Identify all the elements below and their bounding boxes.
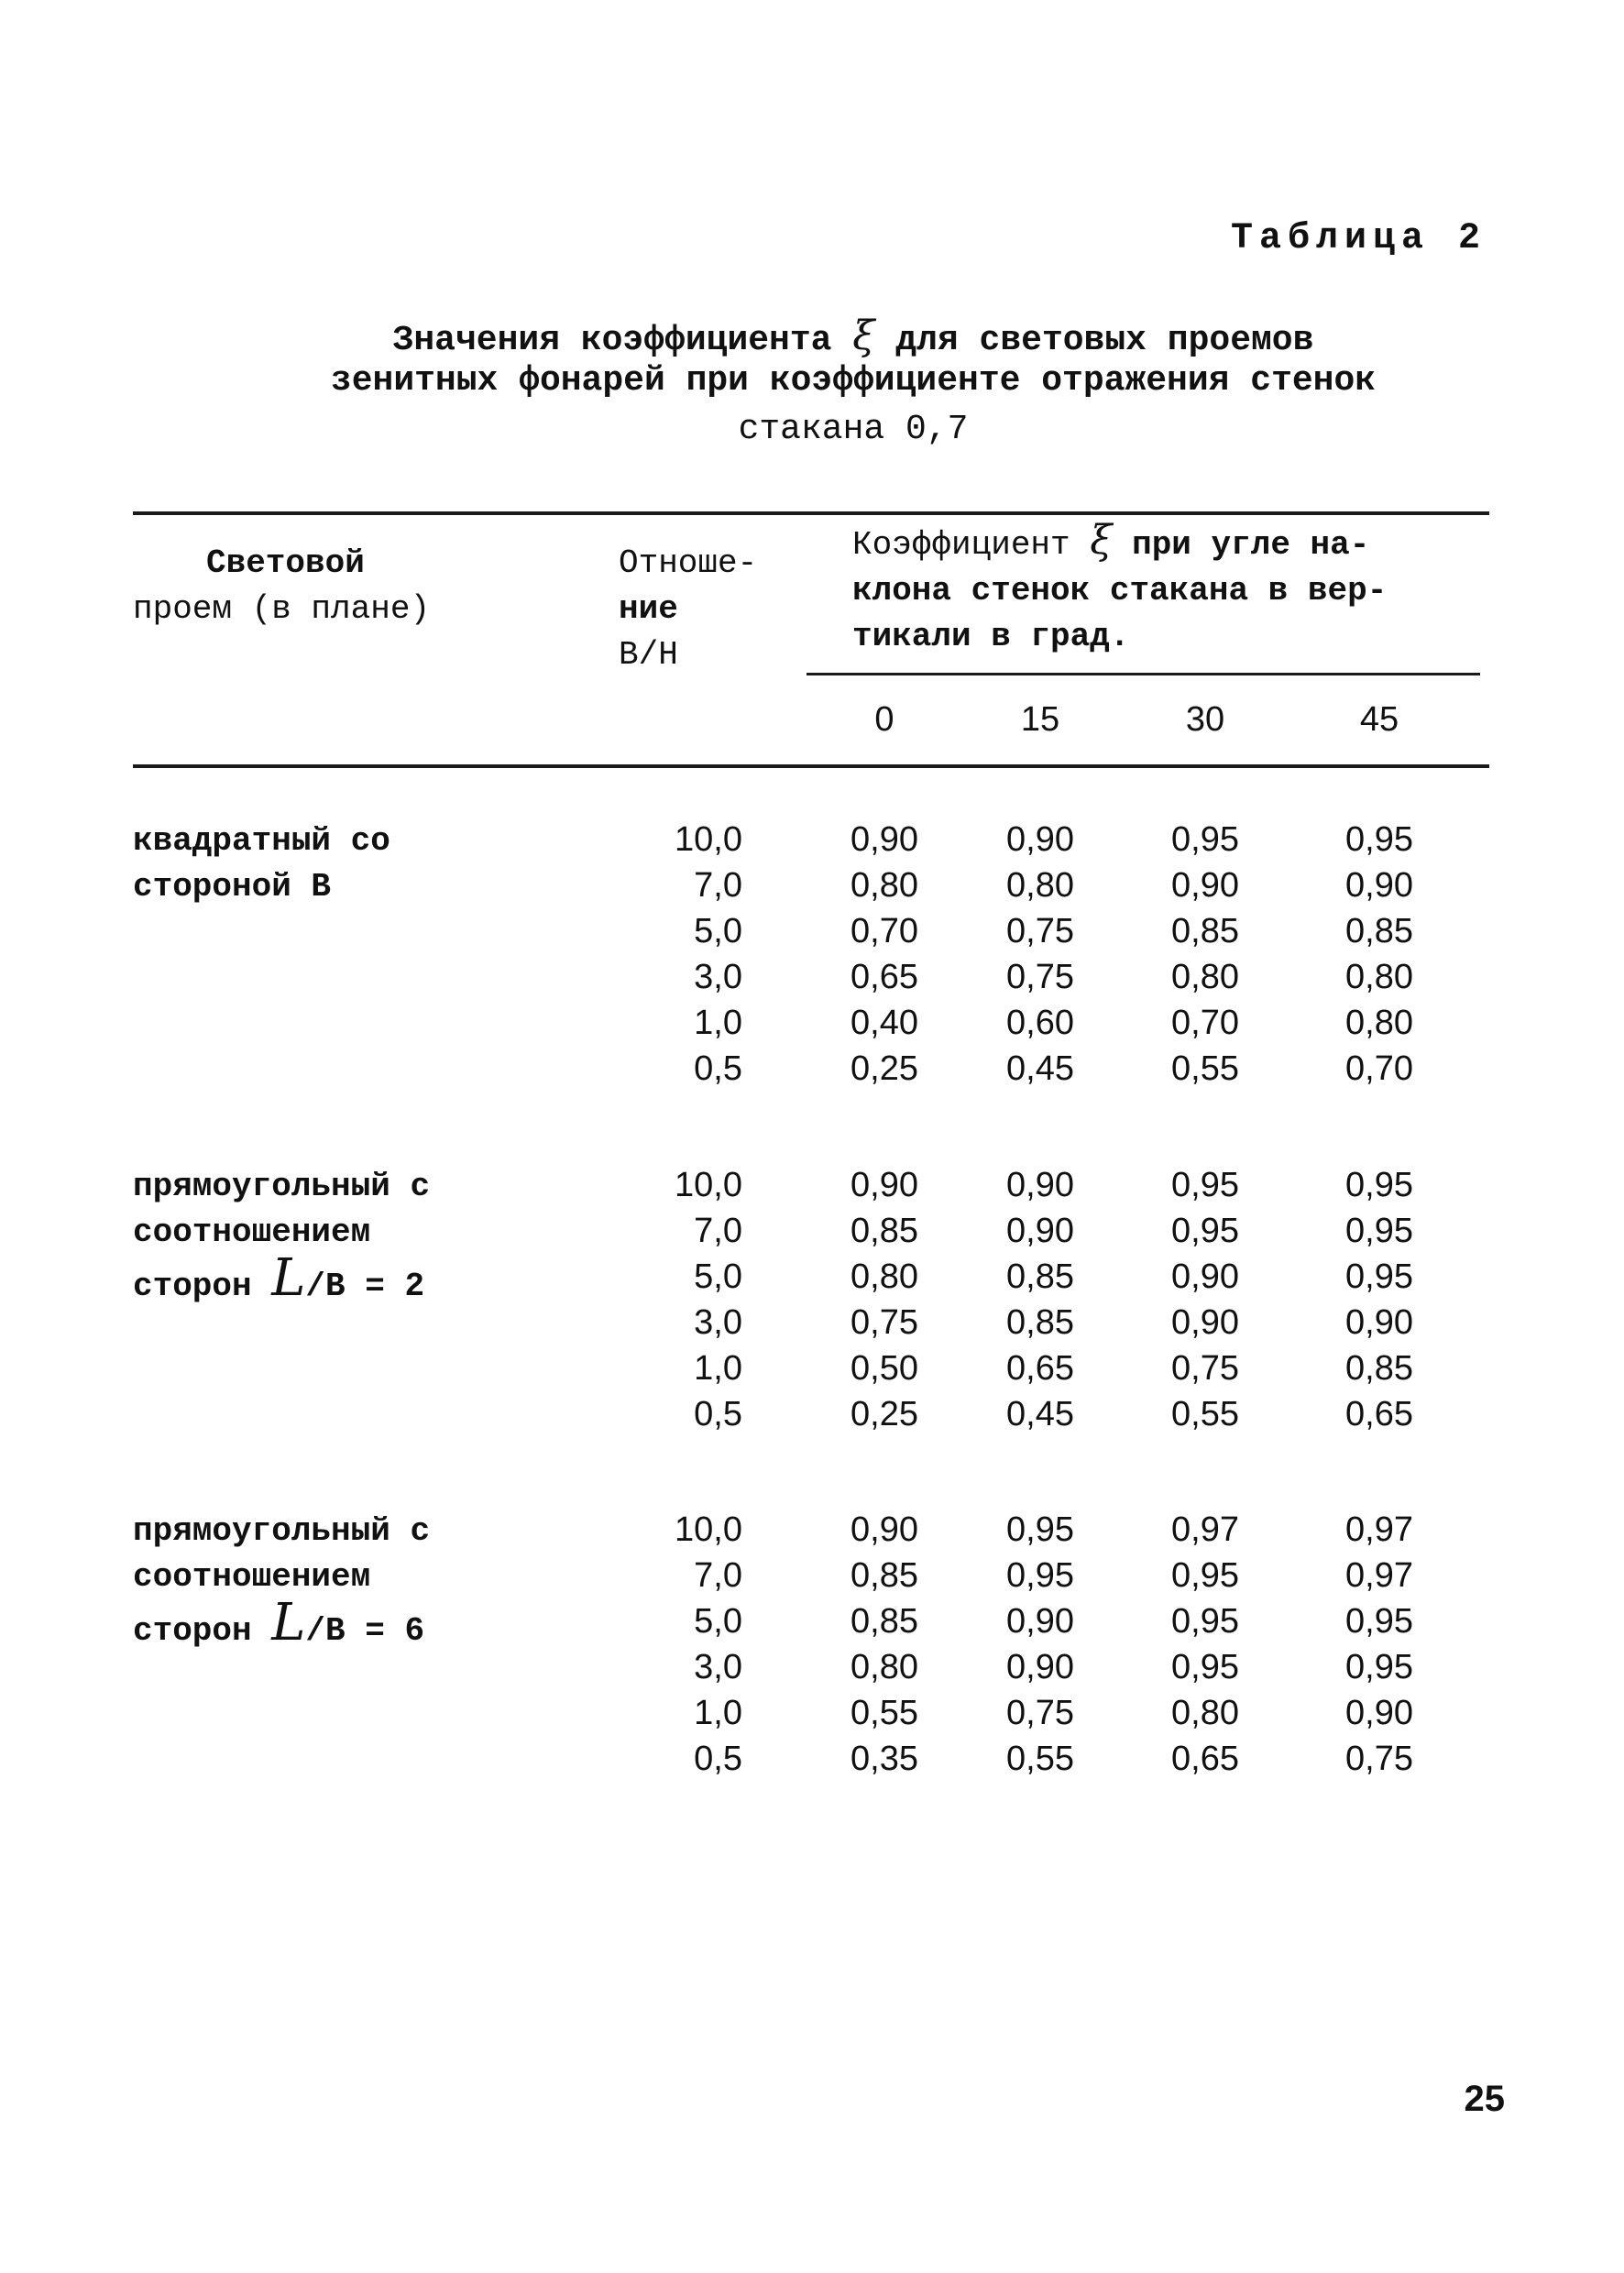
xi-symbol: ξ — [1090, 517, 1113, 564]
table-number-label: Таблица 2 — [1230, 218, 1487, 259]
column-header-coefficient — [852, 518, 1387, 660]
coefficient-cell: 0,65 — [1345, 1395, 1413, 1433]
coefficient-cell: 0,70 — [1171, 1004, 1239, 1042]
ratio-cell: 3,0 — [694, 1648, 742, 1686]
table-caption-line-2: зенитных фонарей при коэффициенте отражения стенок — [330, 361, 1377, 401]
coefficient-cell: 0,95 — [1345, 820, 1413, 859]
opening-label-line-2: стороной В — [133, 868, 332, 906]
coefficient-cell: 0,95 — [1171, 1602, 1239, 1641]
coefficient-cell: 0,90 — [1345, 866, 1413, 905]
coefficient-cell: 0,90 — [1345, 1694, 1413, 1732]
header-coef-line-2: клона стенок стакана в вер- — [852, 572, 1388, 609]
coefficient-cell: 0,75 — [1006, 958, 1074, 996]
length-symbol: L — [271, 1593, 306, 1653]
angle-header-15: 15 — [1020, 700, 1060, 739]
coefficient-cell: 0,70 — [1345, 1049, 1413, 1088]
coefficient-cell: 0,90 — [1006, 1602, 1074, 1641]
ratio-cell: 3,0 — [694, 1303, 742, 1342]
coefficient-cell: 0,95 — [1345, 1602, 1413, 1641]
coefficient-cell: 0,80 — [1006, 866, 1074, 905]
coefficient-cell: 0,95 — [1171, 1556, 1239, 1595]
ratio-cell: 7,0 — [694, 1556, 742, 1595]
opening-label-line-3 — [133, 1248, 430, 1310]
coefficient-cell: 0,85 — [850, 1556, 918, 1595]
ratio-cell: 3,0 — [694, 958, 742, 996]
caption-text: Значения коэффициента — [392, 321, 832, 360]
coefficient-cell: 0,80 — [1345, 958, 1413, 996]
angle-header-30: 30 — [1185, 700, 1225, 739]
coefficient-cell: 0,90 — [850, 820, 918, 859]
coefficient-cell: 0,45 — [1006, 1395, 1074, 1433]
coefficient-cell: 0,40 — [850, 1004, 918, 1042]
coefficient-cell: 0,95 — [1345, 1257, 1413, 1296]
opening-label-text: сторон — [133, 1268, 252, 1305]
opening-label-line-1: прямоугольный с — [133, 1168, 431, 1205]
opening-label-text: /В = 6 — [305, 1612, 425, 1650]
coefficient-cell: 0,80 — [850, 866, 918, 905]
coefficient-cell: 0,90 — [1171, 1257, 1239, 1296]
angle-header-45: 45 — [1359, 700, 1399, 739]
header-coef-line-1 — [852, 518, 1387, 568]
ratio-cell: 5,0 — [694, 1602, 742, 1641]
table-caption-line-3: стакана 0,7 — [738, 410, 969, 449]
coefficient-cell: 0,95 — [1171, 1166, 1239, 1204]
ratio-cell: 10,0 — [675, 1510, 742, 1549]
opening-type-label — [133, 818, 390, 910]
opening-label-text: /В = 2 — [305, 1268, 425, 1305]
header-ratio-line-3: B/H — [619, 636, 678, 674]
opening-type-label — [133, 1164, 430, 1310]
coefficient-cell: 0,85 — [850, 1212, 918, 1250]
table-caption-line-1 — [0, 313, 1624, 360]
opening-label-line-1: квадратный со — [133, 822, 390, 860]
coefficient-cell: 0,65 — [1171, 1740, 1239, 1778]
caption-text: для световых проемов — [895, 321, 1314, 360]
header-opening-line-2: проем (в плане) — [133, 590, 431, 628]
coefficient-cell: 0,85 — [1006, 1303, 1074, 1342]
column-header-opening — [133, 541, 527, 632]
header-coef-text: при угле на- — [1132, 526, 1370, 564]
ratio-cell: 5,0 — [694, 912, 742, 950]
column-header-ratio — [619, 541, 757, 678]
coefficient-cell: 0,65 — [850, 958, 918, 996]
xi-symbol: ξ — [852, 313, 875, 359]
coefficient-cell: 0,90 — [1006, 1166, 1074, 1204]
coefficient-cell: 0,45 — [1006, 1049, 1074, 1088]
header-opening-line-1: Световой — [206, 544, 365, 582]
coefficient-cell: 0,50 — [850, 1349, 918, 1388]
coefficient-cell: 0,90 — [1171, 1303, 1239, 1342]
ratio-cell: 10,0 — [675, 1166, 742, 1204]
opening-label-line-1: прямоугольный с — [133, 1512, 431, 1550]
coefficient-cell: 0,55 — [1171, 1049, 1239, 1088]
coefficient-cell: 0,80 — [1345, 1004, 1413, 1042]
coefficient-cell: 0,97 — [1171, 1510, 1239, 1549]
coefficient-cell: 0,95 — [1171, 1212, 1239, 1250]
ratio-cell: 1,0 — [694, 1004, 742, 1042]
angle-header-rule — [807, 673, 1480, 675]
length-symbol: L — [271, 1248, 306, 1308]
ratio-cell: 10,0 — [675, 820, 742, 859]
coefficient-cell: 0,55 — [1171, 1395, 1239, 1433]
coefficient-cell: 0,95 — [1345, 1212, 1413, 1250]
coefficient-cell: 0,55 — [850, 1694, 918, 1732]
page-number: 25 — [1464, 2079, 1505, 2119]
coefficient-cell: 0,97 — [1345, 1556, 1413, 1595]
coefficient-cell: 0,85 — [1006, 1257, 1074, 1296]
coefficient-cell: 0,90 — [850, 1166, 918, 1204]
ratio-cell: 1,0 — [694, 1349, 742, 1388]
coefficient-cell: 0,85 — [1345, 912, 1413, 950]
opening-label-line-2: соотношением — [133, 1558, 371, 1596]
ratio-cell: 5,0 — [694, 1257, 742, 1296]
table-top-rule — [133, 511, 1489, 515]
coefficient-cell: 0,25 — [850, 1049, 918, 1088]
coefficient-cell: 0,35 — [850, 1740, 918, 1778]
ratio-cell: 7,0 — [694, 866, 742, 905]
coefficient-cell: 0,65 — [1006, 1349, 1074, 1388]
coefficient-cell: 0,90 — [850, 1510, 918, 1549]
coefficient-cell: 0,90 — [1345, 1303, 1413, 1342]
coefficient-cell: 0,97 — [1345, 1510, 1413, 1549]
coefficient-cell: 0,60 — [1006, 1004, 1074, 1042]
ratio-cell: 1,0 — [694, 1694, 742, 1732]
opening-label-line-2: соотношением — [133, 1213, 371, 1251]
coefficient-cell: 0,75 — [1006, 1694, 1074, 1732]
coefficient-cell: 0,80 — [1171, 1694, 1239, 1732]
ratio-cell: 0,5 — [694, 1740, 742, 1778]
ratio-cell: 7,0 — [694, 1212, 742, 1250]
coefficient-cell: 0,80 — [850, 1257, 918, 1296]
coefficient-cell: 0,75 — [1345, 1740, 1413, 1778]
ratio-cell: 0,5 — [694, 1395, 742, 1433]
coefficient-cell: 0,25 — [850, 1395, 918, 1433]
ratio-cell: 0,5 — [694, 1049, 742, 1088]
coefficient-cell: 0,75 — [1006, 912, 1074, 950]
coefficient-cell: 0,75 — [850, 1303, 918, 1342]
opening-type-label — [133, 1509, 430, 1654]
coefficient-cell: 0,85 — [850, 1602, 918, 1641]
coefficient-cell: 0,85 — [1171, 912, 1239, 950]
coefficient-cell: 0,95 — [1006, 1556, 1074, 1595]
coefficient-cell: 0,70 — [850, 912, 918, 950]
header-coef-text: Коэффициент — [852, 526, 1070, 564]
opening-label-line-3 — [133, 1593, 430, 1654]
coefficient-cell: 0,85 — [1345, 1349, 1413, 1388]
coefficient-cell: 0,80 — [850, 1648, 918, 1686]
header-bottom-rule — [133, 764, 1489, 768]
coefficient-cell: 0,95 — [1345, 1166, 1413, 1204]
coefficient-cell: 0,55 — [1006, 1740, 1074, 1778]
header-coef-line-3: тикали в град. — [852, 618, 1130, 655]
coefficient-cell: 0,90 — [1171, 866, 1239, 905]
coefficient-cell: 0,90 — [1006, 1212, 1074, 1250]
coefficient-cell: 0,95 — [1171, 1648, 1239, 1686]
header-ratio-line-1: Отноше- — [619, 544, 758, 582]
coefficient-cell: 0,80 — [1171, 958, 1239, 996]
header-ratio-line-2: ние — [619, 590, 678, 628]
coefficient-cell: 0,75 — [1171, 1349, 1239, 1388]
coefficient-cell: 0,90 — [1006, 1648, 1074, 1686]
coefficient-cell: 0,95 — [1345, 1648, 1413, 1686]
coefficient-cell: 0,90 — [1006, 820, 1074, 859]
coefficient-cell: 0,95 — [1006, 1510, 1074, 1549]
angle-header-0: 0 — [874, 700, 894, 739]
coefficient-cell: 0,95 — [1171, 820, 1239, 859]
opening-label-text: сторон — [133, 1612, 252, 1650]
